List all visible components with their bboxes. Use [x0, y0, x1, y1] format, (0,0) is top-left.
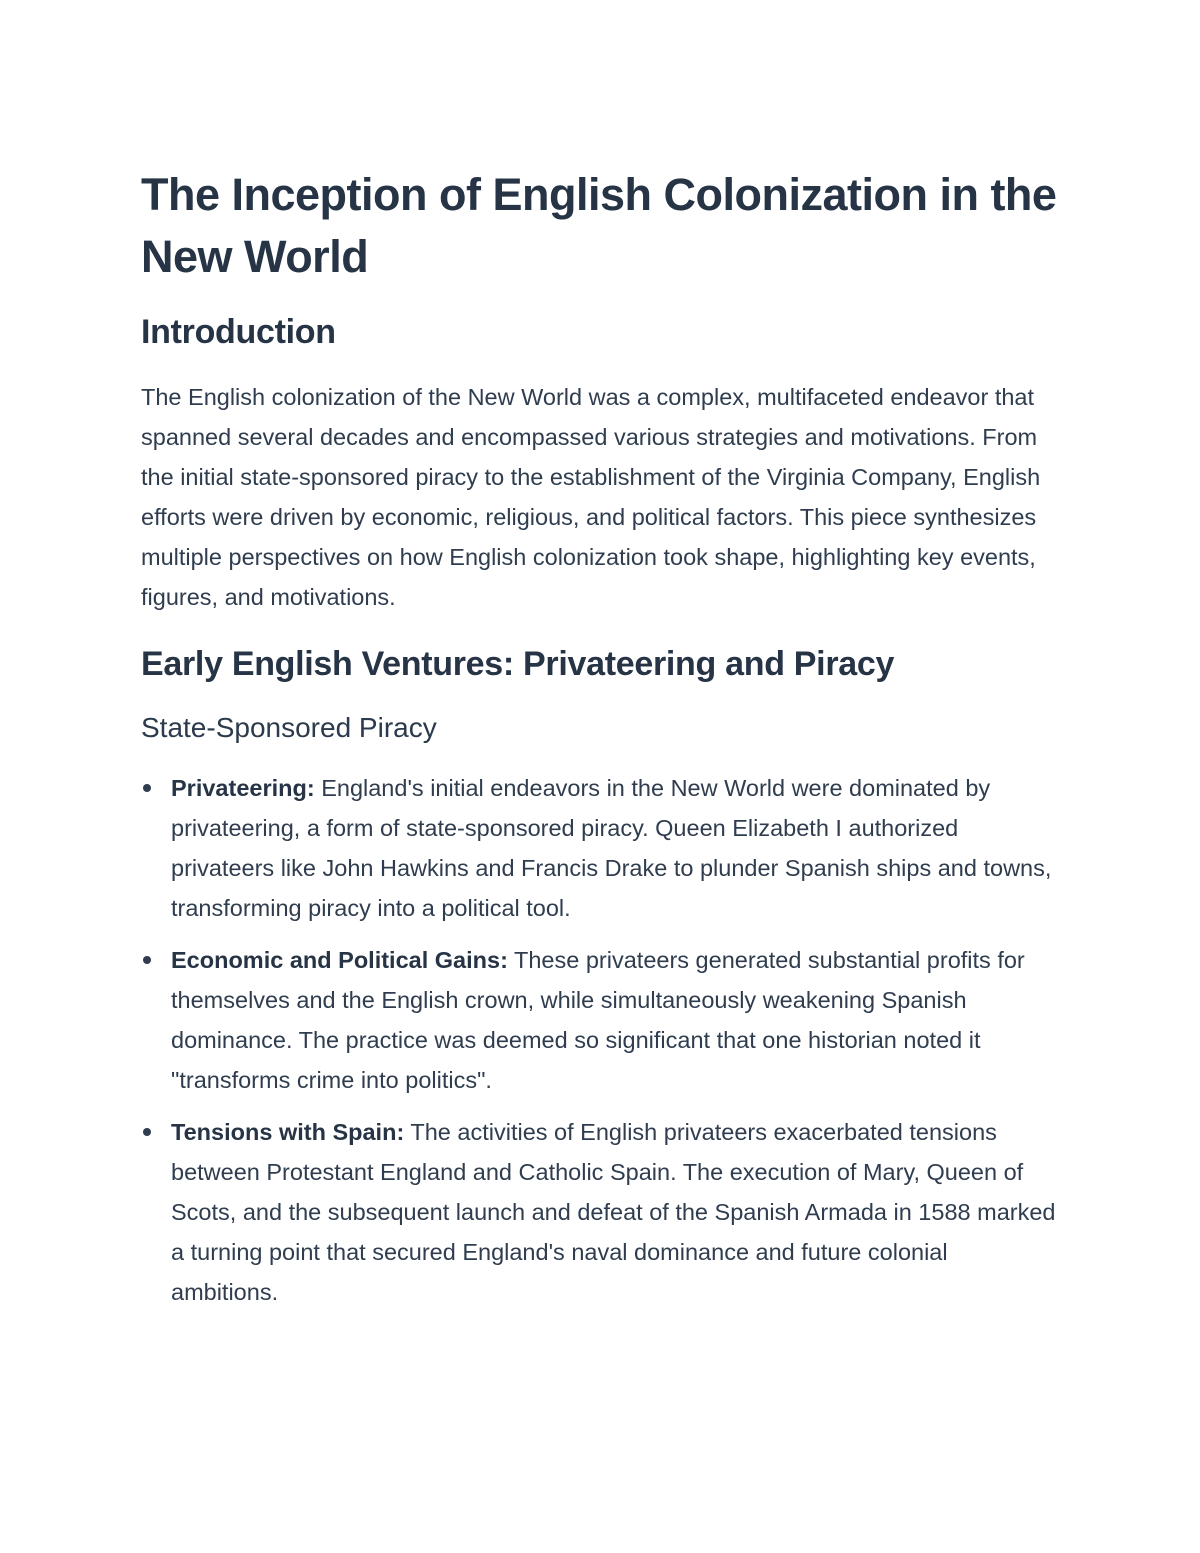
state-sponsored-piracy-heading: State-Sponsored Piracy: [141, 712, 437, 743]
document-page: [141, 164, 1061, 1324]
bullet-icon: [143, 784, 151, 792]
introduction-paragraph: The English colonization of the New World was a complex, multifaceted endeavor that spanned several decades and encompassed various strategies and motivations. From the initial state-sponsored piracy to the establishment of the Virginia Company, English efforts were driven by economic, religious, and political factors. This piece synthesizes multiple perspectives on how English colonization took shape, highlighting key events, figures, and motivations.: [141, 384, 1041, 610]
list-item-text: England's initial endeavors in the New World were dominated by privateering, a form of state-sponsored piracy. Queen Elizabeth I authorized privateers like John Hawkins and Francis Drake to plunder Spanish ships and towns, transforming piracy into a political tool.: [171, 775, 1052, 921]
list-item-term: Tensions with Spain:: [171, 1119, 405, 1145]
list-item-text: These privateers generated substantial profits for themselves and the English crown, while simultaneously weakening Spanish dominance. The practice was deemed so significant that one historian noted it "transforms crime into politics".: [171, 947, 1025, 1093]
bullet-icon: [143, 956, 151, 964]
bullet-list: [141, 768, 1061, 1312]
list-item-text: The activities of English privateers exacerbated tensions between Protestant England and Catholic Spain. The execution of Mary, Queen of Scots, and the subsequent launch and defeat of the Spanish Armada in 1588 marked a turning point that secured England's naval dominance and future colonial ambitions.: [171, 1119, 1056, 1305]
document-title: The Inception of English Colonization in the New World: [141, 169, 1057, 282]
list-item-term: Economic and Political Gains:: [171, 947, 508, 973]
bullet-icon: [143, 1128, 151, 1136]
list-item: [141, 1112, 1061, 1312]
introduction-heading: Introduction: [141, 313, 336, 351]
list-item: [141, 940, 1061, 1100]
list-item: [141, 768, 1061, 928]
list-item-term: Privateering:: [171, 775, 315, 801]
early-ventures-heading: Early English Ventures: Privateering and Piracy: [141, 645, 895, 683]
